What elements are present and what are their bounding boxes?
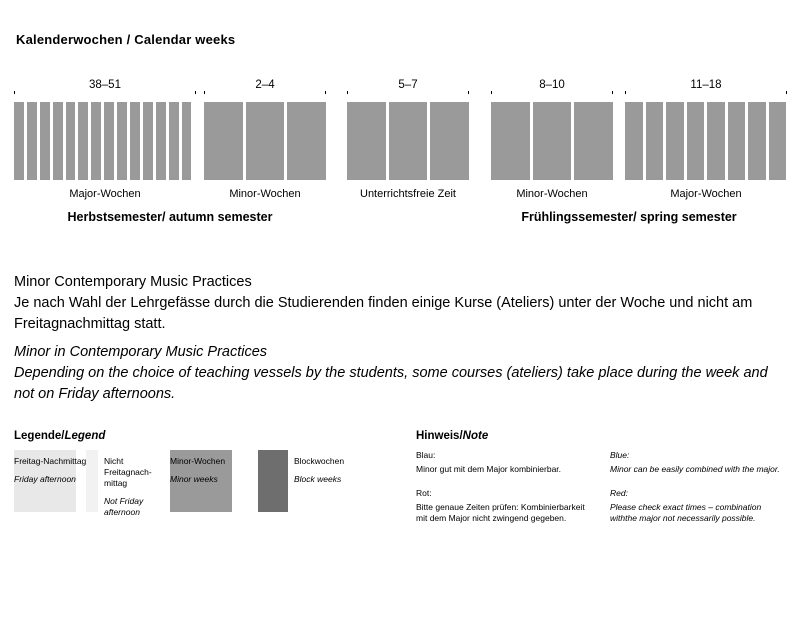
note-key: Red: xyxy=(610,488,628,498)
legend-item-minor-weeks xyxy=(170,450,232,512)
week-group-autumn-major xyxy=(14,79,196,200)
week-group-autumn-minor xyxy=(204,79,326,200)
note-heading-en: Note xyxy=(462,430,489,442)
semester-label-autumn: Herbstsemester/ autumn semester xyxy=(67,210,273,224)
note-entry-red xyxy=(416,488,594,525)
description-english-body: Depending on the choice of teaching vessels by the students, some courses (ateliers) take place during the week and not on Friday afternoons. xyxy=(14,365,768,402)
note-heading-de: Hinweis/ xyxy=(416,430,463,442)
page-title: Kalenderwochen / Calendar weeks xyxy=(16,32,236,47)
week-group-caption: Minor-Wochen xyxy=(516,188,588,200)
week-group-spring-major xyxy=(625,79,787,200)
note-heading xyxy=(416,430,488,442)
note-value: Minor can be easily combined with the major. xyxy=(610,463,780,474)
legend-items xyxy=(14,450,404,560)
legend-swatch xyxy=(258,450,288,512)
week-group-spring-minor xyxy=(491,79,613,200)
legend-heading xyxy=(14,430,105,442)
week-span-bracket xyxy=(347,80,469,98)
note-column-german xyxy=(416,450,594,538)
week-span-bracket xyxy=(491,80,613,98)
week-group-caption: Minor-Wochen xyxy=(229,188,301,200)
week-range-label: 8–10 xyxy=(534,79,570,91)
semester-label-spring: Frühlingssemester/ spring semester xyxy=(521,210,737,224)
note-key: Blau: xyxy=(416,450,436,460)
week-span-bracket xyxy=(14,80,196,98)
week-range-label: 38–51 xyxy=(84,79,126,91)
week-range-label: 11–18 xyxy=(685,79,726,91)
legend-label-de: Freitag-Nachmittag xyxy=(14,456,87,466)
legend-label-en: Friday afternoon xyxy=(14,474,76,484)
legend-label-en: Not Friday afternoon xyxy=(104,496,144,517)
week-bars xyxy=(204,102,326,180)
legend-label-de: Minor-Wochen xyxy=(170,456,226,466)
week-group-caption: Major-Wochen xyxy=(69,188,141,200)
week-bars xyxy=(491,102,613,180)
description-english-heading: Minor in Contemporary Music Practices xyxy=(14,344,268,360)
note-entry-blue xyxy=(610,450,788,475)
legend-heading-de: Legende/ xyxy=(14,430,65,442)
note-entry-red xyxy=(610,488,788,525)
note-value: Minor gut mit dem Major kombinierbar. xyxy=(416,463,562,474)
note-key: Blue: xyxy=(610,450,630,460)
legend-heading-en: Legend xyxy=(64,430,106,442)
week-span-bracket xyxy=(204,80,326,98)
legend-swatch xyxy=(86,450,98,512)
calendar-weeks-diagram xyxy=(0,80,800,230)
week-span-bracket xyxy=(625,80,787,98)
description-german-body: Je nach Wahl der Lehrgefässe durch die Studierenden finden einige Kurse (Ateliers) unter der Woche und nicht am Freitagnachmittag statt. xyxy=(14,295,753,332)
description-english xyxy=(14,342,789,405)
note-entry-blue xyxy=(416,450,594,475)
week-range-label: 5–7 xyxy=(393,79,422,91)
legend-label-de: Blockwochen xyxy=(294,456,345,466)
week-bars xyxy=(625,102,787,180)
week-range-label: 2–4 xyxy=(250,79,279,91)
note-column-english xyxy=(610,450,788,538)
week-group-caption: Unterrichtsfreie Zeit xyxy=(360,188,456,200)
week-bars xyxy=(347,102,469,180)
note-value: Please check exact times – combination withthe major not necessarily possible. xyxy=(610,501,762,523)
week-bars xyxy=(14,102,196,180)
legend-label-en: Block weeks xyxy=(294,474,342,484)
week-group-teaching-free xyxy=(347,79,469,200)
legend-label-de: Nicht Freitagnach-mittag xyxy=(104,456,152,488)
note-key: Rot: xyxy=(416,488,432,498)
legend-label-en: Minor weeks xyxy=(170,474,218,484)
description-german-heading: Minor Contemporary Music Practices xyxy=(14,274,252,290)
legend-item-not-friday-afternoon xyxy=(86,450,152,517)
note-value: Bitte genaue Zeiten prüfen: Kombinierbarkeit mit dem Major nicht zwingend gegeben. xyxy=(416,501,585,523)
week-group-caption: Major-Wochen xyxy=(670,188,742,200)
description-german xyxy=(14,272,789,335)
legend-item-block-weeks xyxy=(258,450,345,512)
